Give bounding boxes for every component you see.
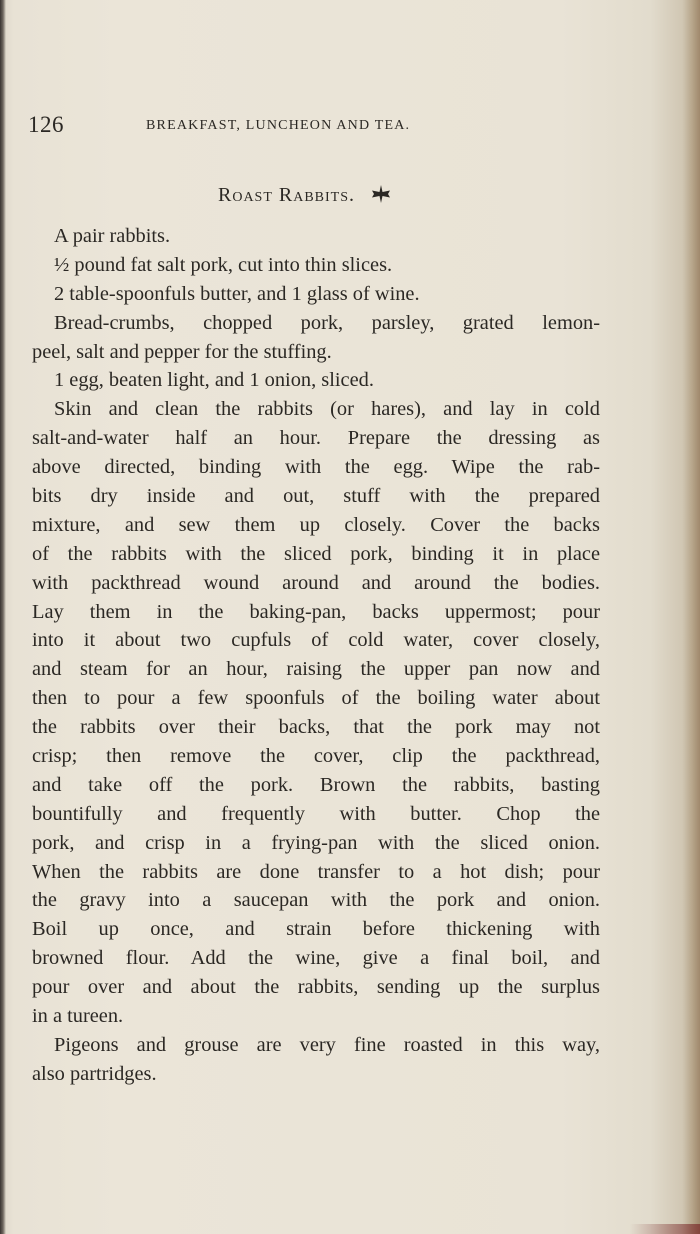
text-line: peel, salt and pepper for the stuffing. — [32, 340, 332, 363]
text-line: and steam for an hour, raising the upper pan now and — [32, 658, 600, 681]
text-line: with packthread wound around and around the bodies. — [32, 571, 600, 594]
text-line: 1 egg, beaten light, and 1 onion, sliced. — [54, 369, 374, 392]
spine-shadow — [0, 0, 6, 1234]
text-line: then to pour a few spoonfuls of the boiling water about — [32, 687, 600, 710]
running-head — [28, 112, 488, 142]
text-line: Lay them in the baking-pan, backs uppermost; pour — [32, 600, 600, 623]
text-line: 2 table-spoonfuls butter, and 1 glass of wine. — [54, 282, 420, 305]
text-line: and take off the pork. Brown the rabbits, basting — [32, 773, 600, 796]
text-line: Skin and clean the rabbits (or hares), and lay in cold — [54, 398, 600, 421]
text-line: also partridges. — [32, 1062, 157, 1085]
text-line: into it about two cupfuls of cold water, cover closely, — [32, 629, 600, 652]
recipe-title — [218, 184, 458, 216]
recipe-body — [32, 222, 600, 1089]
text-line: ½ pound fat salt pork, cut into thin slices. — [54, 253, 393, 276]
page-number: 126 — [28, 112, 64, 137]
text-line: salt-and-water half an hour. Prepare the dressing as — [32, 427, 600, 450]
text-line: browned flour. Add the wine, give a final boil, and — [32, 947, 600, 970]
recipe-title-text: Roast Rabbits. — [218, 184, 356, 206]
text-line: Pigeons and grouse are very fine roasted in this way, — [54, 1033, 600, 1056]
text-line: pork, and crisp in a frying-pan with the sliced onion. — [32, 831, 600, 854]
text-line: Bread-crumbs, chopped pork, parsley, grated lemon- — [54, 311, 600, 334]
text-line: the gravy into a saucepan with the pork and onion. — [32, 889, 600, 912]
text-line: Boil up once, and strain before thickening with — [32, 918, 600, 941]
text-line: of the rabbits with the sliced pork, binding it in place — [32, 542, 600, 565]
text-line: bits dry inside and out, stuff with the prepared — [32, 485, 600, 508]
cover-edge — [630, 1224, 700, 1234]
cross-pattee-icon — [369, 184, 393, 204]
text-line: mixture, and sew them up closely. Cover the backs — [32, 513, 600, 536]
text-line: pour over and about the rabbits, sending up the surplus — [32, 976, 600, 999]
text-line: the rabbits over their backs, that the pork may not — [32, 716, 600, 739]
running-head-title: BREAKFAST, LUNCHEON AND TEA. — [146, 118, 411, 133]
text-line: A pair rabbits. — [54, 225, 171, 247]
text-line: in a tureen. — [32, 1005, 124, 1028]
text-line: bountifully and frequently with butter. Chop the — [32, 802, 600, 825]
text-line: above directed, binding with the egg. Wipe the rab- — [32, 456, 600, 479]
text-line: When the rabbits are done transfer to a hot dish; pour — [32, 860, 600, 883]
text-line: crisp; then remove the cover, clip the packthread, — [32, 745, 600, 768]
page-edge-shading — [682, 0, 700, 1234]
